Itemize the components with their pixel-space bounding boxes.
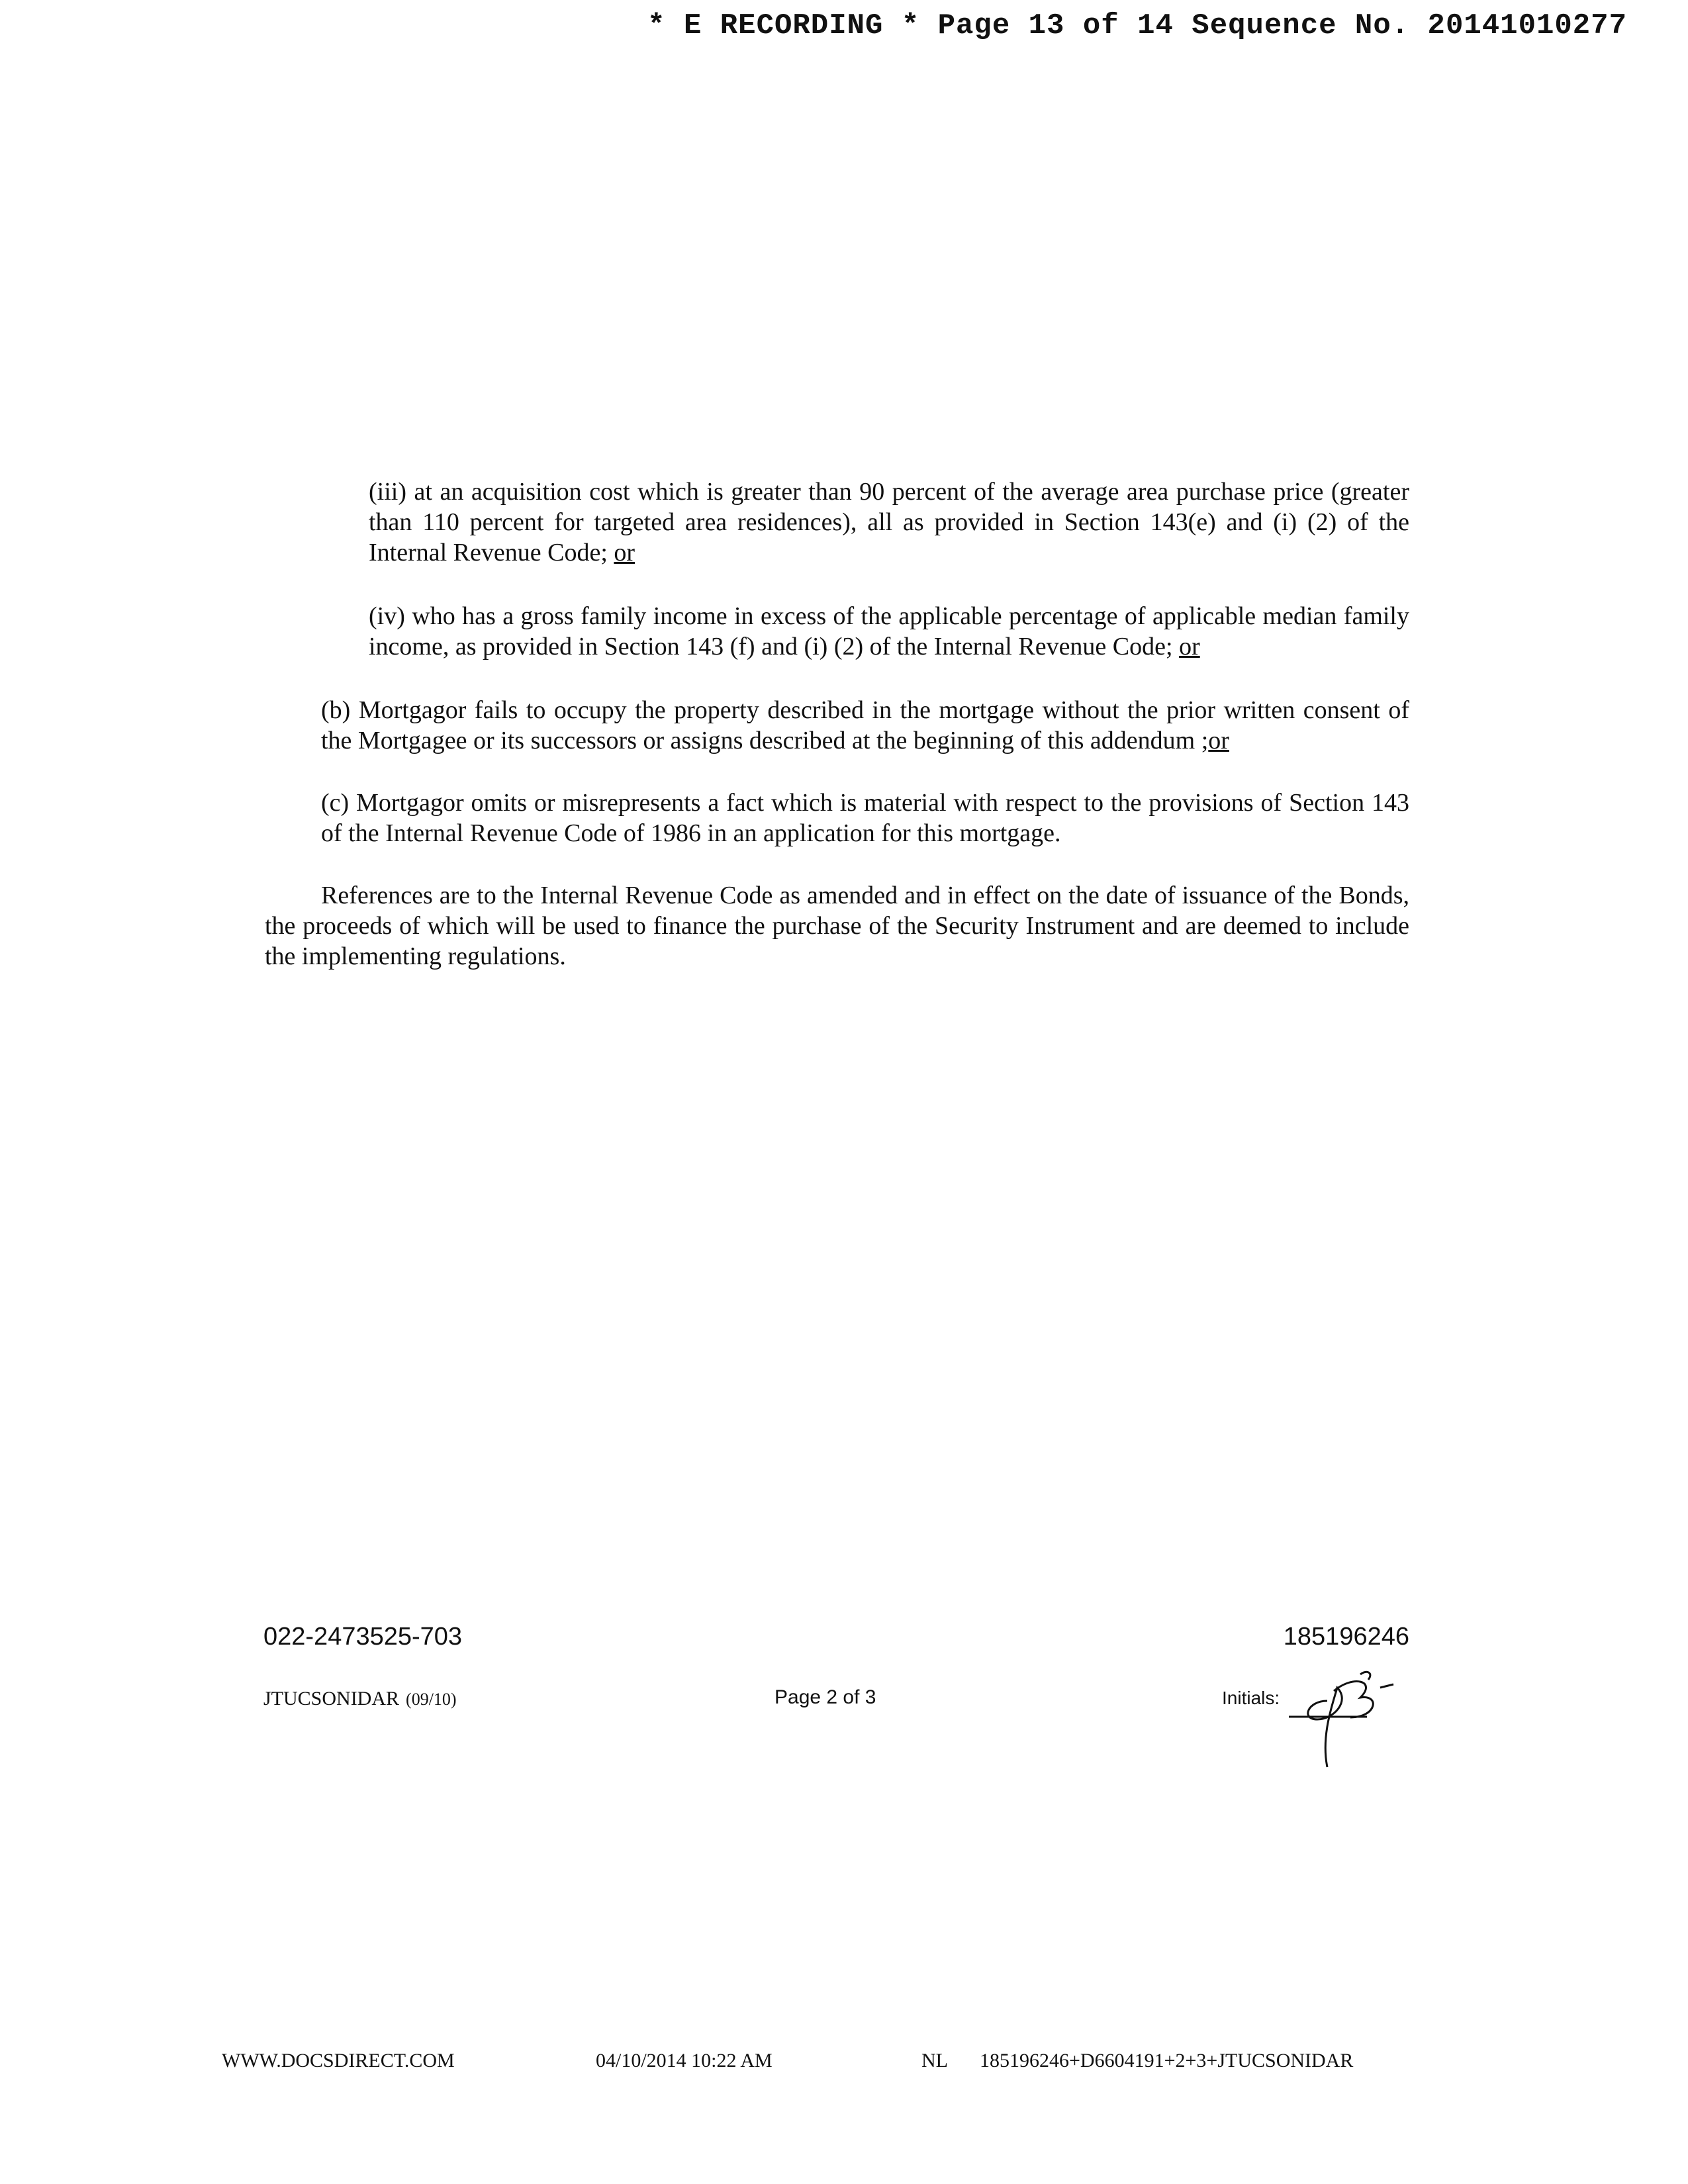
- paragraph-b-text: (b) Mortgagor fails to occupy the property described in the mortgage without the prior written consent of the Mortgagee or its successors or assigns described at the beginning of this addendum ;: [321, 696, 1409, 754]
- recording-header: * E RECORDING * Page 13 of 14 Sequence No. 20141010277: [647, 9, 1627, 42]
- initials-signature: [1288, 1661, 1433, 1774]
- initials-label: Initials:: [1222, 1688, 1280, 1708]
- paragraph-b: [321, 695, 1409, 756]
- form-version: (09/10): [406, 1690, 457, 1709]
- paragraph-b-or: or: [1208, 727, 1229, 754]
- paragraph-c: (c) Mortgagor omits or misrepresents a fact which is material with respect to the provisions of Section 143 of the Internal Revenue Code of 1986 in an application for this mortgage.: [321, 789, 1409, 847]
- page-number: Page 2 of 3: [774, 1686, 876, 1708]
- loan-number-left: 022-2473525-703: [263, 1623, 463, 1651]
- paragraph-iii-or: or: [614, 539, 635, 567]
- loan-number-right: 185196246: [1283, 1623, 1409, 1651]
- references-paragraph: References are to the Internal Revenue Code as amended and in effect on the date of issuance of the Bonds, the proceeds of which will be used to finance the purchase of the Security Instrument and are deemed to include the implementing regulations.: [265, 882, 1409, 970]
- paragraph-iii: [369, 477, 1409, 568]
- footer-nl: NL: [921, 2050, 948, 2071]
- paragraph-iii-text: (iii) at an acquisition cost which is greater than 90 percent of the average area purchase price (greater than 110 percent for targeted area residences), all as provided in Section 143(e) and (i) (2) of the Internal Revenue Code;: [369, 478, 1409, 567]
- footer-doc-code: 185196246+D6604191+2+3+JTUCSONIDAR: [980, 2050, 1354, 2071]
- form-code-name: JTUCSONIDAR: [263, 1688, 400, 1709]
- paragraph-iv: [369, 601, 1409, 662]
- paragraph-iv-or: or: [1179, 633, 1200, 660]
- paragraph-iv-text: (iv) who has a gross family income in excess of the applicable percentage of applicable median family income, as provided in Section 143 (f) and (i) (2) of the Internal Revenue Code;: [369, 602, 1409, 660]
- footer-website: WWW.DOCSDIRECT.COM: [222, 2050, 455, 2071]
- form-code: [263, 1688, 457, 1710]
- footer-datetime: 04/10/2014 10:22 AM: [596, 2050, 773, 2071]
